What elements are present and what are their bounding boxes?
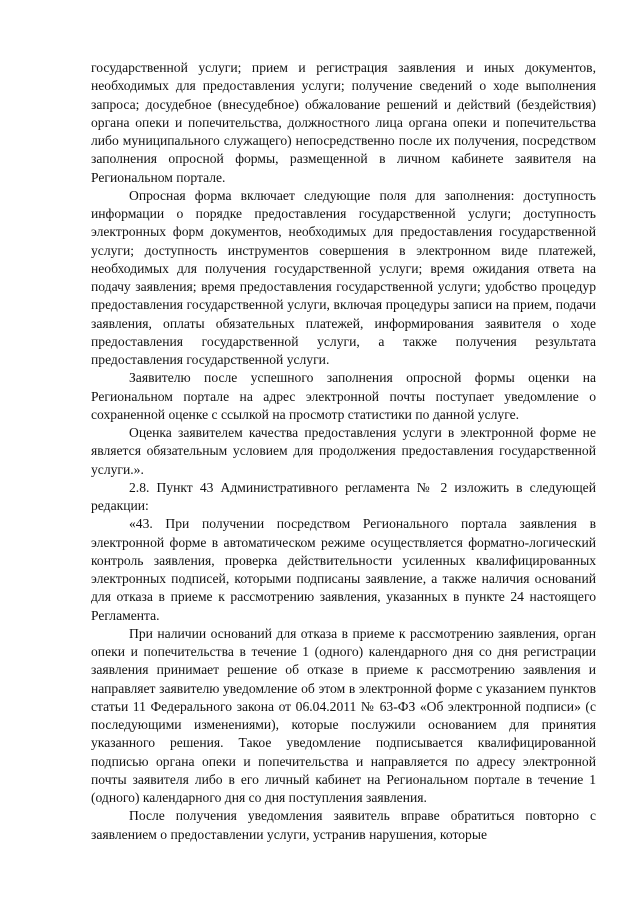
paragraph-repeat-application: После получения уведомления заявитель вправе обратиться повторно с заявлением о предоставлении услуги, устранив нарушения, которые	[91, 808, 596, 842]
paragraph-clause-43: «43. При получении посредством Регионального портала заявления в электронной форме в автоматическом режиме осуществляется форматно-логический контроль заявления, проверка действительности усиленных квалифицированных электронных подписей, которыми подписаны заявление, а также наличия оснований для отказа в приеме к рассмотрению заявления, указанных в пункте 24 настоящего Регламента.	[91, 516, 596, 623]
paragraph-evaluation-optional: Оценка заявителем качества предоставления услуги в электронной форме не является обязательным условием для продолжения предоставления государственной услуги.».	[91, 425, 596, 477]
paragraph-survey-fields: Опросная форма включает следующие поля для заполнения: доступность информации о порядке предоставления государственной услуги; доступность электронных форм документов, необходимых для предоставления государственной услуги; доступность инструментов совершения в электронном виде платежей, необходимых для получения государственной услуги; время ожидания ответа на подачу заявления; время предоставления государственной услуги; удобство процедур предоставления государственной услуги, включая процедуры записи на прием, подачи заявления, оплаты обязательных платежей, информирования заявителя о ходе предоставления государственной услуги, а также получения результата предоставления государственной услуги.	[91, 187, 596, 367]
paragraph-email-notification: Заявителю после успешного заполнения опросной формы оценки на Региональном портале на адрес электронной почты поступает уведомление о сохраненной оценке с ссылкой на просмотр статистики по данной услуге.	[91, 370, 596, 422]
paragraph-amendment-2-8: 2.8. Пункт 43 Административного регламента № 2 изложить в следующей редакции:	[91, 479, 596, 513]
paragraph-survey-methods: государственной услуги; прием и регистрация заявления и иных документов, необходимых для предоставления услуги; получение сведений о ходе выполнения запроса; досудебное (внесудебное) обжалование решений и действий (бездействия) органа опеки и попечительства, должностного лица органа опеки и попечительства либо муниципального служащего) непосредственно после их получения, посредством заполнения опросной формы, размещенной в личном кабинете заявителя на Региональном портале.	[91, 60, 596, 185]
document-page	[91, 59, 596, 844]
paragraph-refusal-grounds: При наличии оснований для отказа в приеме к рассмотрению заявления, орган опеки и попечительства в течение 1 (одного) календарного дня со дня регистрации заявления принимает решение об отказе в приеме к рассмотрению заявления и направляет заявителю уведомление об этом в электронной форме с указанием пунктов статьи 11 Федерального закона от 06.04.2011 № 63-ФЗ «Об электронной подписи» (с последующими изменениями), которые послужили основанием для принятия указанного решения. Такое уведомление подписывается квалифицированной подписью органа опеки и попечительства и направляется по адресу электронной почты заявителя либо в его личный кабинет на Региональном портале в течение 1 (одного) календарного дня со дня поступления заявления.	[91, 625, 596, 805]
